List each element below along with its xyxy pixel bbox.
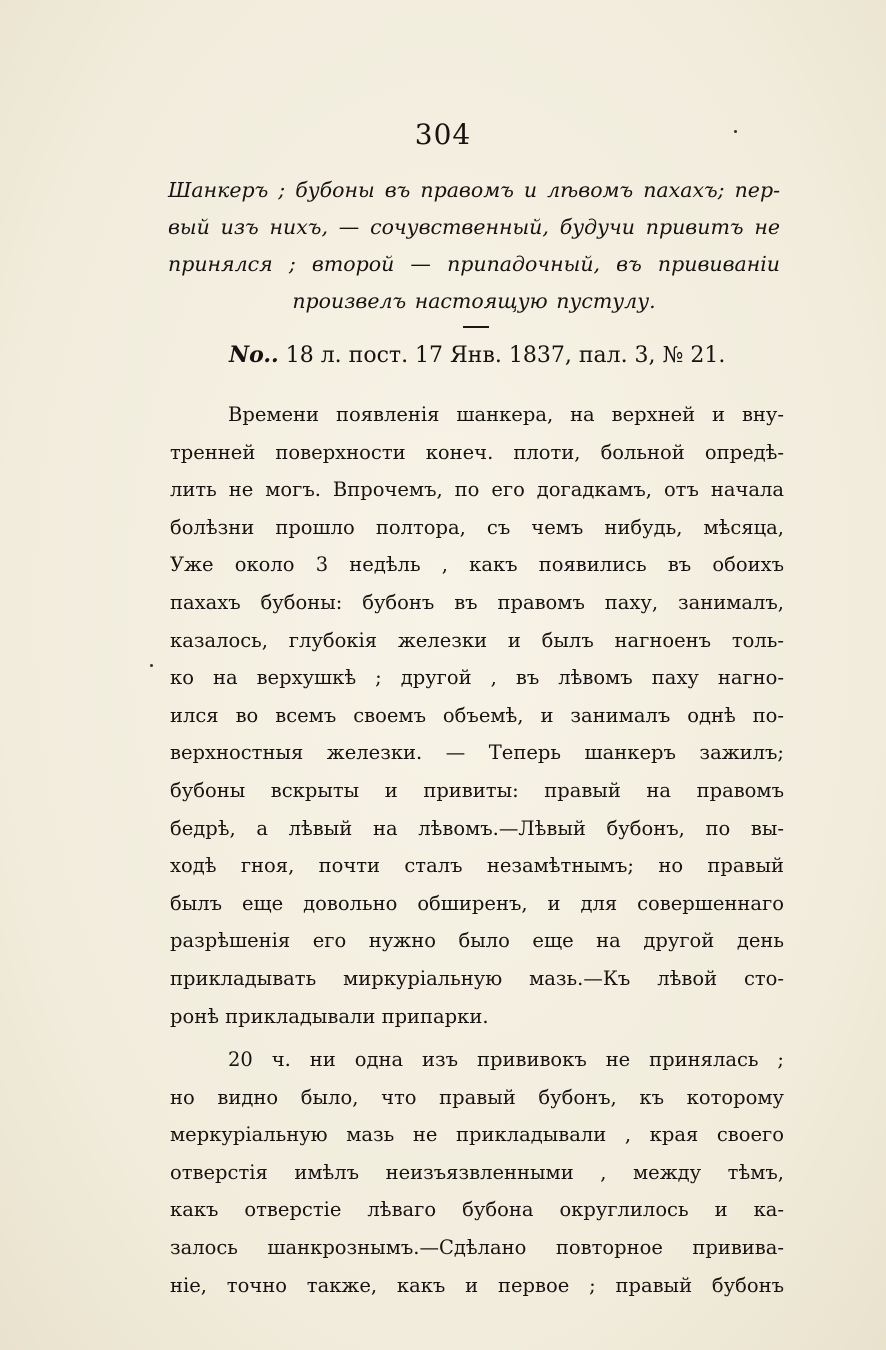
text-line: казалось, глубокія железки и былъ нагноенъ толь- [170,628,784,652]
summary-line: принялся ; второй — припадочный, въ прививаніи [168,252,780,276]
paragraph-2 [170,1041,784,1304]
case-number: 21. [690,343,726,368]
text-line: былъ еще довольно обширенъ, и для совершеннаго [170,891,784,915]
text-line: разрѣшенія его нужно было еще на другой день [170,929,784,953]
text-line: болѣзни прошло полтора, съ чемъ нибудь, мѣсяца, [170,515,784,539]
text-line: верхностныя железки. — Теперь шанкеръ зажилъ; [170,741,784,765]
page-number: 304 [414,118,472,151]
text-line: лить не могъ. Впрочемъ, по его догадкамъ, отъ начала [170,478,784,502]
text-line: прикладывать миркуріальную мазь.—Къ лѣвой сто- [170,966,784,990]
text-line: ходѣ гноя, почти сталъ незамѣтнымъ; но правый [170,854,784,878]
text-line: ко на верхушкѣ ; другой , въ лѣвомъ паху нагно- [170,666,784,690]
case-number-label: No.. [229,342,279,368]
case-details: 18 л. пост. 17 Янв. 1837, пал. 3, № [285,343,684,368]
ink-speck [734,130,737,133]
text-line: отверстія имѣлъ неизъязвленными , между тѣмъ, [170,1160,784,1184]
section-divider [463,326,489,328]
summary-line: произвелъ настоящую пустулу. [292,289,656,313]
case-body [170,396,784,1304]
paragraph-1 [170,396,784,1035]
text-line: ился во всемъ своемъ объемѣ, и занималъ однѣ по- [170,703,784,727]
text-line: 20 ч. ни одна изъ прививокъ не принялась ; [228,1048,784,1072]
case-summary [168,172,780,320]
text-line: тренней поверхности конеч. плоти, больной опредѣ- [170,440,784,464]
text-line: ніе, точно также, какъ и первое ; правый бубонъ [170,1273,784,1297]
text-line: бедрѣ, а лѣвый на лѣвомъ.—Лѣвый бубонъ, по вы- [170,816,784,840]
text-line: пахахъ бубоны: бубонъ въ правомъ паху, занималъ, [170,590,784,614]
ink-speck [150,664,153,667]
text-line: Уже около 3 недѣль , какъ появились въ обоихъ [170,553,784,577]
text-line: какъ отверстіе лѣваго бубона округлилось и ка- [170,1198,784,1222]
summary-line: вый изъ нихъ, — сочувственный, будучи привитъ не [168,215,780,239]
text-line: ронѣ прикладывали припарки. [170,1004,489,1028]
text-line: залось шанкрознымъ.—Сдѣлано повторное привива- [170,1236,784,1260]
text-line: Времени появленія шанкера, на верхней и вну- [228,403,784,426]
text-line: бубоны вскрыты и привиты: правый на правомъ [170,778,784,802]
text-line: но видно было, что правый бубонъ, къ которому [170,1085,784,1109]
case-header [229,342,769,368]
summary-line: Шанкеръ ; бубоны въ правомъ и лѣвомъ пахахъ; пер- [168,178,780,202]
text-line: меркуріальную мазь не прикладывали , края своего [170,1123,784,1147]
